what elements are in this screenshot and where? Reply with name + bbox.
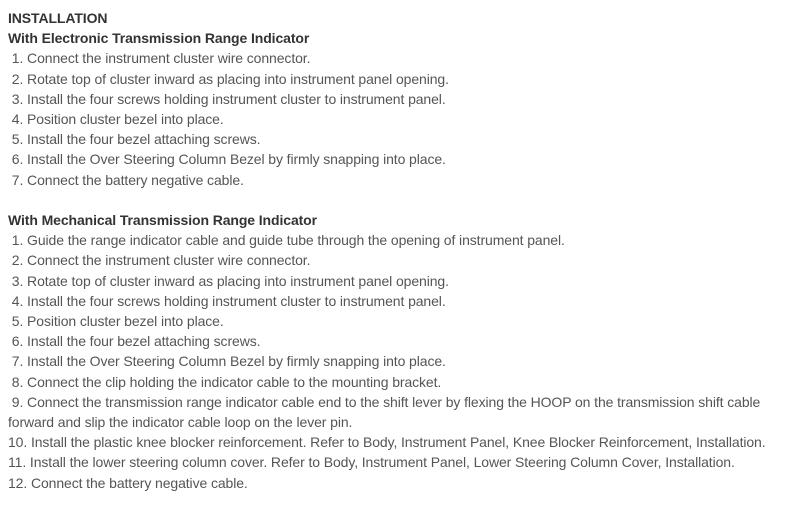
step-item: 7. Install the Over Steering Column Bezel by firmly snapping into place.: [8, 353, 446, 370]
section-mechanical-range-indicator: [8, 210, 789, 493]
step-item: 12. Connect the battery negative cable.: [8, 474, 248, 491]
step-item: 1. Guide the range indicator cable and guide tube through the opening of instrument panel.: [8, 232, 565, 249]
step-item: 5. Install the four bezel attaching screws.: [8, 131, 261, 148]
step-item: 9. Connect the transmission range indicator cable end to the shift lever by flexing the HOOP on the transmission shift cable forward and slip the indicator cable loop on the lever pin.: [8, 393, 765, 431]
step-item: 2. Connect the instrument cluster wire connector.: [8, 252, 311, 269]
step-item: 7. Connect the battery negative cable.: [8, 171, 244, 188]
step-item: 3. Rotate top of cluster inward as placing into instrument panel opening.: [8, 272, 449, 289]
step-item: 3. Install the four screws holding instrument cluster to instrument panel.: [8, 90, 446, 107]
section-spacer: [8, 190, 789, 210]
step-item: 6. Install the four bezel attaching screws.: [8, 333, 261, 350]
step-item: 4. Position cluster bezel into place.: [8, 111, 224, 128]
step-item: 6. Install the Over Steering Column Bezel by firmly snapping into place.: [8, 151, 446, 168]
document-title: INSTALLATION: [8, 10, 108, 26]
section-electronic-range-indicator: [8, 28, 789, 190]
step-item: 5. Position cluster bezel into place.: [8, 313, 224, 330]
step-item: 10. Install the plastic knee blocker reinforcement. Refer to Body, Instrument Panel, Knee Blocker Reinforcement, Installation.: [8, 434, 766, 451]
step-item: 2. Rotate top of cluster inward as placing into instrument panel opening.: [8, 70, 449, 87]
step-item: 8. Connect the clip holding the indicator cable to the mounting bracket.: [8, 373, 442, 390]
section-heading: With Mechanical Transmission Range Indicator: [8, 212, 317, 229]
step-item: 4. Install the four screws holding instrument cluster to instrument panel.: [8, 292, 446, 309]
step-item: 11. Install the lower steering column cover. Refer to Body, Instrument Panel, Lower Steering Column Cover, Installation.: [8, 454, 735, 471]
step-item: 1. Connect the instrument cluster wire connector.: [8, 50, 311, 67]
section-heading: With Electronic Transmission Range Indicator: [8, 30, 310, 47]
